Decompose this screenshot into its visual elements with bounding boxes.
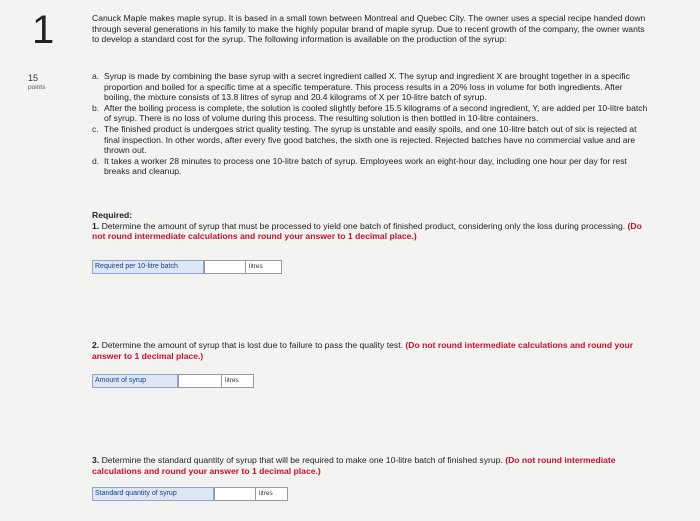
question-2-text xyxy=(92,340,652,361)
q1-rounding-note: (Do not round intermediate calculations and round your answer to 1 decimal place.) xyxy=(92,220,642,242)
list-item xyxy=(92,71,652,103)
q1-prompt: Determine the amount of syrup that must be processed to yield one batch of finished product, considering only the loss during processing. xyxy=(101,220,626,231)
info-list xyxy=(92,71,652,177)
q2-prompt: Determine the amount of syrup that is lost due to failure to pass the quality test. xyxy=(101,340,403,350)
q3-number: 3. xyxy=(92,455,100,465)
item-text: The finished product is undergoes strict quality testing. The syrup is unstable and easily spoils, and one 10-litre batch out of six is rejected at final inspection. In other words, after every five good batches, the sixth one is rejected. Rejected batches have no commercial value and are thrown out. xyxy=(104,123,637,156)
points-indicator xyxy=(28,73,45,93)
q2-number: 2. xyxy=(92,340,100,350)
answer-label-3: Standard quantity of syrup xyxy=(92,487,214,501)
question-1-text xyxy=(92,221,652,242)
q1-number: 1. xyxy=(92,220,100,231)
item-text: Syrup is made by combining the base syrup with a secret ingredient called X. The syrup and ingredient X are brought together in a specific proportion and boiled for a specific time at a specific temperature. This process results in a 20% loss in volume for both ingredients. After boiling, the mixture consists of 13.8 litres of syrup and 20.4 kilograms of X per 10-litre batch of syrup. xyxy=(104,71,630,103)
q3-prompt: Determine the standard quantity of syrup that will be required to make one 10-litre batch of finished syrup. xyxy=(101,455,503,465)
item-letter: c. xyxy=(92,123,99,134)
answer-label-2: Amount of syrup xyxy=(92,374,178,388)
answer-unit-1: litres xyxy=(246,260,282,274)
answer-unit-3: litres xyxy=(256,487,288,501)
standard-quantity-input[interactable] xyxy=(214,487,256,501)
answer-row-1 xyxy=(92,260,282,274)
q2-rounding-note: (Do not round intermediate calculations and round your answer to 1 decimal place.) xyxy=(92,340,634,361)
item-text: After the boiling process is complete, the solution is cooled slightly before 15.5 kilograms of a second ingredient, Y, are added per 10-litre batch of syrup. There is no loss of volume during this process. The resulting solution is then bottled in 10-litre containers. xyxy=(104,102,648,124)
item-text: It takes a worker 28 minutes to process one 10-litre batch of syrup. Employees work an eight-hour day, including one hour per day for rest breaks and cleanup. xyxy=(104,155,627,177)
item-letter: b. xyxy=(92,102,100,113)
list-item xyxy=(92,103,652,124)
problem-intro: Canuck Maple makes maple syrup. It is based in a small town between Montreal and Quebec City. The owner uses a special recipe handed down through several generations in his family to make the highly popular brand of maple syrup. Due to recent growth of the company, the owner wants to develop a standard cost for the syrup. The following information is available on the production of the syrup: xyxy=(92,13,646,45)
points-value: 15 xyxy=(28,73,39,83)
list-item xyxy=(92,124,652,156)
answer-label-1: Required per 10-litre batch xyxy=(92,260,204,274)
required-section xyxy=(92,210,652,242)
question-3-text xyxy=(92,455,652,476)
item-letter: a. xyxy=(92,71,100,81)
amount-of-syrup-input[interactable] xyxy=(178,374,222,388)
q3-rounding-note: (Do not round intermediate calculations and round your answer to 1 decimal place.) xyxy=(92,455,616,476)
list-item xyxy=(92,156,652,177)
required-per-batch-input[interactable] xyxy=(204,260,246,274)
question-number: 1 xyxy=(32,8,55,52)
item-letter: d. xyxy=(92,155,100,166)
points-label: points xyxy=(28,84,46,91)
answer-unit-2: litres xyxy=(222,374,254,388)
answer-row-3 xyxy=(92,487,288,501)
required-heading: Required: xyxy=(92,210,133,220)
answer-row-2 xyxy=(92,374,254,388)
